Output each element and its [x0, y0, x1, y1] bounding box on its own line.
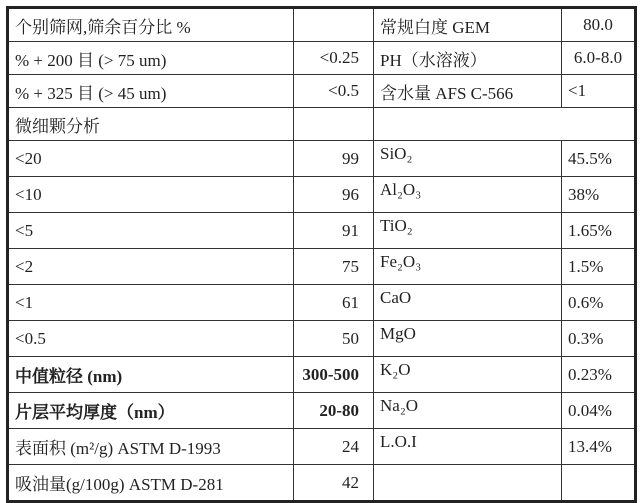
row-label: <5 [8, 213, 294, 249]
property-value: 6.0-8.0 [562, 42, 636, 75]
row-value: 300-500 [294, 357, 374, 393]
row-label: 片层平均厚度（nm） [8, 393, 294, 429]
table-row [8, 465, 636, 502]
row-value: 61 [294, 285, 374, 321]
property-value: 1.65% [562, 213, 636, 249]
property-name [374, 465, 562, 502]
property-value: 80.0 [562, 8, 636, 42]
table-row [8, 141, 636, 177]
table-row [8, 42, 636, 75]
row-value: 20-80 [294, 393, 374, 429]
property-name: CaO [374, 285, 562, 321]
property-value: <1 [562, 75, 636, 108]
table-row [8, 108, 636, 141]
row-label: % + 200 目 (> 75 um) [8, 42, 294, 75]
property-name: SiO₂ [374, 141, 562, 177]
row-label: 吸油量(g/100g) ASTM D-281 [8, 465, 294, 502]
property-value: 1.5% [562, 249, 636, 285]
table-row [8, 285, 636, 321]
property-value: 0.04% [562, 393, 636, 429]
row-value: 50 [294, 321, 374, 357]
row-value: 96 [294, 177, 374, 213]
property-name: 含水量 AFS C-566 [374, 75, 562, 108]
row-label: <1 [8, 285, 294, 321]
table-row [8, 429, 636, 465]
property-name: K₂O [374, 357, 562, 393]
table-row [8, 75, 636, 108]
table-row [8, 8, 636, 42]
row-label: 个别筛网,筛余百分比 % [8, 8, 294, 42]
property-name: Fe₂O₃ [374, 249, 562, 285]
table-row [8, 321, 636, 357]
property-value: 13.4% [562, 429, 636, 465]
property-value: 0.6% [562, 285, 636, 321]
row-label: % + 325 目 (> 45 um) [8, 75, 294, 108]
row-label: 微细颗分析 [8, 108, 294, 141]
property-name: Na₂O [374, 393, 562, 429]
property-value: 0.23% [562, 357, 636, 393]
row-label: 中值粒径 (nm) [8, 357, 294, 393]
row-label: <0.5 [8, 321, 294, 357]
row-value [294, 108, 374, 141]
row-value: 75 [294, 249, 374, 285]
row-value: 42 [294, 465, 374, 502]
property-name: 常规白度 GEM [374, 8, 562, 42]
property-name: MgO [374, 321, 562, 357]
property-name: TiO₂ [374, 213, 562, 249]
property-value: 38% [562, 177, 636, 213]
row-value: <0.25 [294, 42, 374, 75]
table-row [8, 357, 636, 393]
property-name: PH（水溶液） [374, 42, 562, 75]
row-value [294, 8, 374, 42]
property-name: L.O.I [374, 429, 562, 465]
property-name [374, 108, 636, 141]
spec-table [6, 6, 637, 503]
row-label: <2 [8, 249, 294, 285]
property-value: 0.3% [562, 321, 636, 357]
row-label: 表面积 (m²/g) ASTM D-1993 [8, 429, 294, 465]
row-value: <0.5 [294, 75, 374, 108]
row-value: 24 [294, 429, 374, 465]
row-label: <10 [8, 177, 294, 213]
row-value: 91 [294, 213, 374, 249]
property-value [562, 465, 636, 502]
row-label: <20 [8, 141, 294, 177]
property-value: 45.5% [562, 141, 636, 177]
table-row [8, 393, 636, 429]
table-row [8, 249, 636, 285]
property-name: Al₂O₃ [374, 177, 562, 213]
row-value: 99 [294, 141, 374, 177]
table-row [8, 213, 636, 249]
table-row [8, 177, 636, 213]
